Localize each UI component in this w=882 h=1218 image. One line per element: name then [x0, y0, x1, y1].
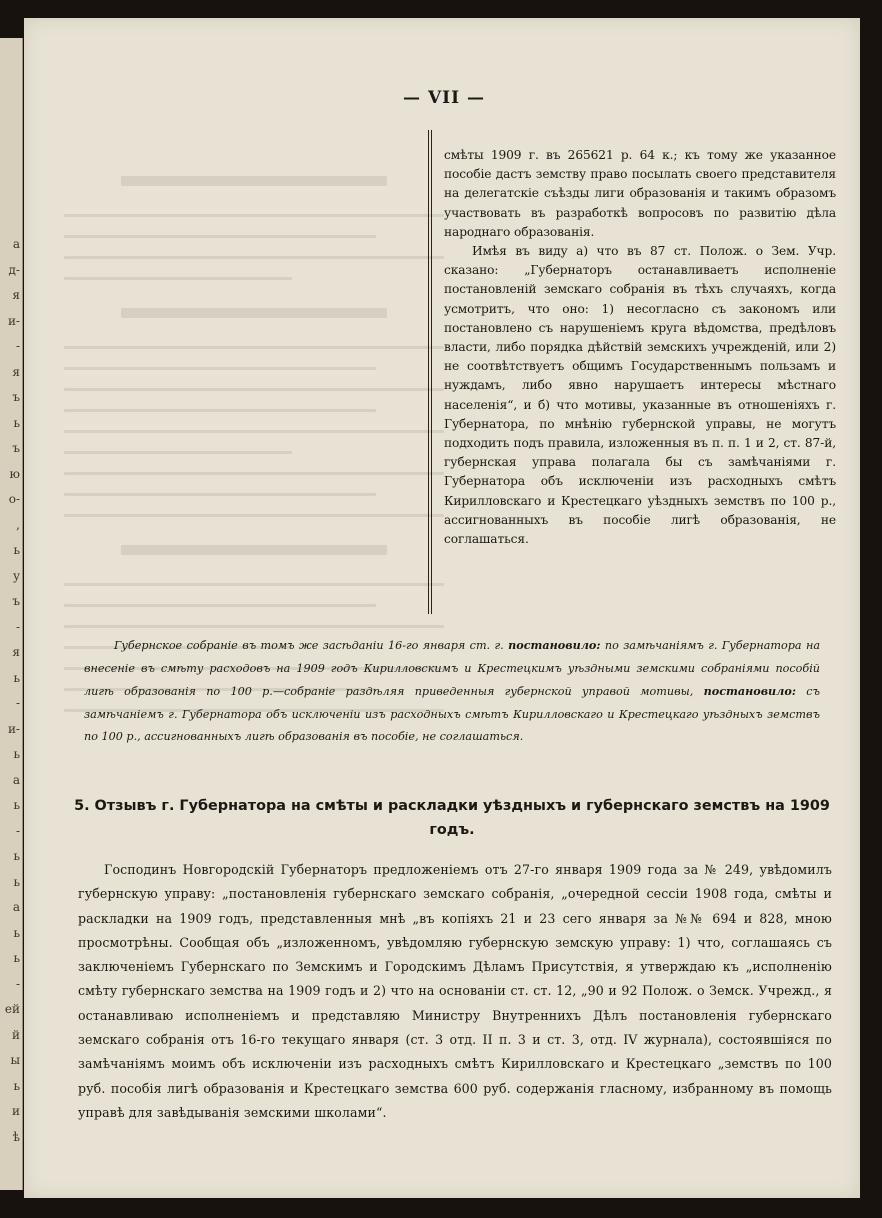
previous-page-fragment: -: [15, 823, 20, 838]
previous-page-fragment: -: [15, 619, 20, 634]
previous-page-fragment: -: [15, 696, 20, 710]
previous-page-fragment: ей: [4, 1002, 20, 1016]
previous-page-fragment: ѣ: [12, 1129, 20, 1144]
previous-page-fragment: а: [12, 237, 20, 251]
previous-page-fragment: ь: [13, 415, 20, 430]
previous-page-fragment: ь: [13, 543, 20, 557]
previous-page-fragment: ь: [13, 925, 20, 940]
section-heading: 5. Отзывъ г. Губернатора на смѣты и раскладки уѣздныхъ и губернскаго земствъ на 1909 годъ.: [74, 798, 830, 838]
previous-page-fragment: и-: [7, 721, 20, 736]
previous-page-fragment: а: [12, 772, 20, 787]
previous-page-fragment: -: [15, 339, 20, 353]
previous-page-fragment: ь: [13, 874, 20, 889]
page-number: — VII —: [403, 88, 485, 108]
previous-page-fragment: ы: [10, 1053, 20, 1067]
governor-letter: [78, 858, 832, 1125]
previous-page-fragment: ,: [16, 517, 20, 532]
previous-page-edge: [0, 38, 23, 1190]
previous-page-fragment: ь: [13, 1078, 20, 1093]
decision-resolved-1: постановило:: [508, 638, 601, 652]
previous-page-fragment: й: [12, 1027, 20, 1042]
decision-text-3: съ замѣчаніемъ г. Губернатора объ исключеніи изъ расходныхъ смѣтъ Кирилловскаго и Крестецкаго уѣздныхъ земствъ по 100 р., ассигнованныхъ лигѣ образованія въ пособіе, не соглашаться.: [84, 685, 820, 744]
previous-page-fragment: д-: [8, 262, 20, 277]
previous-page-fragment: я: [12, 645, 20, 659]
decision-text-1: Губернское собраніе въ томъ же засѣданіи 16-го января ст. г.: [114, 639, 509, 652]
previous-page-fragment: ъ: [12, 594, 20, 608]
previous-page-fragment: ь: [13, 670, 20, 685]
decision-text-2: по замѣчаніямъ г. Губернатора на внесеніе въ смѣту расходовъ на 1909 годъ Кирилловскимъ и Крестецкимъ уѣздными земскими собраніями пособій лигѣ образованія по 100 р.—собраніе раздѣляя приведенныя губернской управой мотивы,: [84, 639, 820, 699]
right-column-para-2: Имѣя въ виду а) что въ 87 ст. Полож. о Зем. Учр. сказано: „Губернаторъ останавливаетъ исполненіе постановленій земскаго собранія въ тѣхъ случаяхъ, когда усмотритъ, что оно: 1) несогласно съ закономъ или постановлено съ нарушеніемъ круга вѣдомства, предѣловъ власти, либо порядка дѣйствій земскихъ учрежденій, или 2) не соотвѣтствуетъ общимъ Государственнымъ пользамъ и нуждамъ, либо явно нарушаетъ интересы мѣстнаго населенія“, и б) что мотивы, указанные въ отношеніяхъ г. Губернатора, по мнѣнію губернской управы, не могутъ подходить подъ правила, изложенныя въ п. п. 1 и 2, ст. 87-й, губернская управа полагала бы съ замѣчаніями г. Губернатора объ исключеніи изъ расходныхъ смѣтъ Кирилловскаго и Крестецкаго уѣздныхъ земствъ по 100 р., ассигнованныхъ въ пособіе лигѣ образованія, не соглашаться.: [444, 244, 836, 547]
previous-page-fragment: ь: [13, 951, 20, 965]
previous-page-fragment: о-: [8, 492, 20, 506]
assembly-decision: [84, 634, 820, 749]
previous-page-fragment: ъ: [12, 390, 20, 404]
previous-page-fragment: ь: [13, 849, 20, 863]
previous-page-fragment: ь: [13, 798, 20, 812]
document-page: [24, 18, 860, 1198]
right-column: [444, 146, 836, 549]
governor-letter-text: Господинъ Новгородскій Губернаторъ предложеніемъ отъ 27-го января 1909 года за № 249, увѣдомилъ губернскую управу: „постановленія губернскаго земскаго собранія, „очередной сессіи 1908 года, смѣты и раскладки на 1909 годъ, представленныя мнѣ „въ копіяхъ 21 и 23 сего января за №№ 694 и 828, мною просмотрѣны. Сообщая объ „изложенномъ, увѣдомляю губернскую земскую управу: 1) что, соглашаясь съ заключеніемъ Губернскаго по Земскимъ и Городскимъ Дѣламъ Присутствія, я утверждаю къ „исполненію смѣту губернскаго земства на 1909 годъ и 2) что на основаніи ст. ст. 12, „90 и 92 Полож. о Земск. Учрежд., я останавливаю исполненіемъ и представляю Министру Внутреннихъ Дѣлъ постановленія губернскаго земскаго собранія отъ 16-го текущаго января (ст. 3 отд. II п. 3 и ст. 3, отд. IV журнала), состоявшіяся по замѣчаніямъ моимъ объ исключеніи изъ расходныхъ смѣтъ Кирилловскаго и Крестецкаго „земствъ по 100 руб. пособія лигѣ образованія и Крестецкаго земства 600 руб. содержанія гласному, избранному въ помощь управѣ для завѣдыванія земскими школами“.: [78, 862, 832, 1120]
decision-resolved-2: постановило:: [703, 684, 796, 699]
previous-page-fragment: ь: [13, 747, 20, 761]
column-rule: [428, 130, 432, 614]
previous-page-fragment: и-: [7, 313, 20, 328]
previous-page-fragment: -: [15, 976, 20, 991]
right-column-para-1: смѣты 1909 г. въ 265621 р. 64 к.; къ тому же указанное пособіе дастъ земству право посылать своего представителя на делегатскіе съѣзды лиги образованія и такимъ образомъ участвовать въ разработкѣ вопросовъ по развитію дѣла народнаго образованія.: [444, 148, 836, 239]
previous-page-fragment: ю: [9, 466, 20, 481]
previous-page-fragment: я: [12, 364, 20, 379]
previous-page-fragment: я: [12, 288, 20, 302]
previous-page-fragment: ъ: [12, 441, 20, 455]
previous-page-fragment: а: [12, 900, 20, 914]
previous-page-fragment: и: [12, 1104, 20, 1118]
previous-page-fragment: у: [12, 568, 20, 583]
